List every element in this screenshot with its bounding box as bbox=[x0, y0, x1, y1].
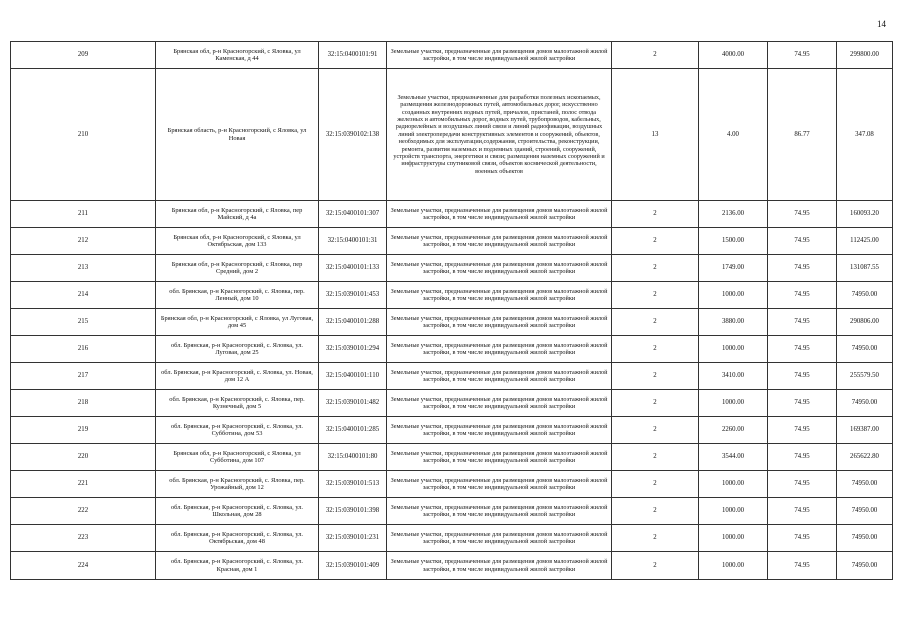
cadastral-value-cell: 265622.80 bbox=[837, 444, 893, 471]
cadastral-number-cell: 32:15:0390101:398 bbox=[319, 498, 387, 525]
table-row bbox=[11, 228, 893, 255]
table-row bbox=[11, 552, 893, 580]
table-row bbox=[11, 525, 893, 552]
table-body bbox=[11, 42, 893, 580]
table-row bbox=[11, 363, 893, 390]
cadastral-number-cell: 32:15:0390101:231 bbox=[319, 525, 387, 552]
land-use-cell: Земельные участки, предназначенные для размещения домов малоэтажной жилой застройки, в том числе индивидуальной жилой застройки bbox=[387, 255, 612, 282]
table-row bbox=[11, 309, 893, 336]
category-code-cell: 2 bbox=[612, 201, 699, 228]
cadastral-value-cell: 131087.55 bbox=[837, 255, 893, 282]
cadastral-number-cell: 32:15:0400101:80 bbox=[319, 444, 387, 471]
rate-cell: 74.95 bbox=[768, 363, 837, 390]
row-number-cell: 214 bbox=[11, 282, 156, 309]
address-cell: обл. Брянская, р-н Красногорский, с. Яловка, ул. Новая, дом 12 А bbox=[156, 363, 319, 390]
land-use-cell: Земельные участки, предназначенные для размещения домов малоэтажной жилой застройки, в том числе индивидуальной жилой застройки bbox=[387, 42, 612, 69]
row-number-cell: 216 bbox=[11, 336, 156, 363]
rate-cell: 86.77 bbox=[768, 69, 837, 201]
land-use-cell: Земельные участки, предназначенные для разработки полезных ископаемых, размещения железнодорожных путей, автомобильных дорог, искусственно созданных внутренних водных путей, причалов, пристаней, полос отвода железных и автомобильных дорог, водных путей, трубопроводов, кабельных, радиорелейных и воздушных линий связи и линий радиофикации, воздушных линий электропередачи конструктивных элементов и сооружений, объектов, необходимых для эксплуатации,содержания, строительства, реконструкции, ремонта, развития наземных и подземных зданий, строений, сооружений, устройств транспорта, энергетики и связи; размещения наземных сооружений и инфраструктуры спутниковой связи, объектов космической деятельности, военных объектов bbox=[387, 69, 612, 201]
cadastral-number-cell: 32:15:0400101:91 bbox=[319, 42, 387, 69]
address-cell: Брянская обл, р-н Красногорский, с Яловка, ул Луговая, дом 45 bbox=[156, 309, 319, 336]
rate-cell: 74.95 bbox=[768, 390, 837, 417]
rate-cell: 74.95 bbox=[768, 228, 837, 255]
row-number-cell: 211 bbox=[11, 201, 156, 228]
category-code-cell: 2 bbox=[612, 498, 699, 525]
cadastral-number-cell: 32:15:0400101:110 bbox=[319, 363, 387, 390]
area-cell: 3880.00 bbox=[699, 309, 768, 336]
cadastral-number-cell: 32:15:0390101:513 bbox=[319, 471, 387, 498]
category-code-cell: 13 bbox=[612, 69, 699, 201]
land-plots-table bbox=[10, 41, 893, 580]
land-use-cell: Земельные участки, предназначенные для размещения домов малоэтажной жилой застройки, в том числе индивидуальной жилой застройки bbox=[387, 390, 612, 417]
address-cell: обл. Брянская, р-н Красногорский, с. Яловка, ул. Октябрьская, дом 48 bbox=[156, 525, 319, 552]
address-cell: Брянская обл, р-н Красногорский, с Яловка, пер Майский, д 4а bbox=[156, 201, 319, 228]
page-number: 14 bbox=[877, 19, 886, 29]
cadastral-value-cell: 160093.20 bbox=[837, 201, 893, 228]
rate-cell: 74.95 bbox=[768, 255, 837, 282]
rate-cell: 74.95 bbox=[768, 336, 837, 363]
land-use-cell: Земельные участки, предназначенные для размещения домов малоэтажной жилой застройки, в том числе индивидуальной жилой застройки bbox=[387, 228, 612, 255]
row-number-cell: 209 bbox=[11, 42, 156, 69]
row-number-cell: 223 bbox=[11, 525, 156, 552]
category-code-cell: 2 bbox=[612, 552, 699, 580]
row-number-cell: 224 bbox=[11, 552, 156, 580]
cadastral-number-cell: 32:15:0400101:133 bbox=[319, 255, 387, 282]
category-code-cell: 2 bbox=[612, 336, 699, 363]
category-code-cell: 2 bbox=[612, 42, 699, 69]
address-cell: обл. Брянская, р-н Красногорский, с. Яловка, ул. Субботина, дом 53 bbox=[156, 417, 319, 444]
area-cell: 1000.00 bbox=[699, 390, 768, 417]
rate-cell: 74.95 bbox=[768, 309, 837, 336]
address-cell: Брянская обл, р-н Красногорский, с Яловка, ул Каменская, д 44 bbox=[156, 42, 319, 69]
area-cell: 4.00 bbox=[699, 69, 768, 201]
rate-cell: 74.95 bbox=[768, 552, 837, 580]
cadastral-value-cell: 74950.00 bbox=[837, 390, 893, 417]
area-cell: 1000.00 bbox=[699, 525, 768, 552]
land-use-cell: Земельные участки, предназначенные для размещения домов малоэтажной жилой застройки, в том числе индивидуальной жилой застройки bbox=[387, 417, 612, 444]
rate-cell: 74.95 bbox=[768, 525, 837, 552]
address-cell: Брянская обл, р-н Красногорский, с Яловка, ул Субботина, дом 107 bbox=[156, 444, 319, 471]
table-row bbox=[11, 444, 893, 471]
table-row bbox=[11, 42, 893, 69]
cadastral-value-cell: 112425.00 bbox=[837, 228, 893, 255]
area-cell: 1749.00 bbox=[699, 255, 768, 282]
area-cell: 1000.00 bbox=[699, 498, 768, 525]
cadastral-number-cell: 32:15:0390101:294 bbox=[319, 336, 387, 363]
land-use-cell: Земельные участки, предназначенные для размещения домов малоэтажной жилой застройки, в том числе индивидуальной жилой застройки bbox=[387, 201, 612, 228]
cadastral-value-cell: 74950.00 bbox=[837, 282, 893, 309]
area-cell: 2136.00 bbox=[699, 201, 768, 228]
cadastral-number-cell: 32:15:0390101:409 bbox=[319, 552, 387, 580]
category-code-cell: 2 bbox=[612, 471, 699, 498]
address-cell: обл. Брянская, р-н Красногорский, с. Яловка, пер. Ленный, дом 10 bbox=[156, 282, 319, 309]
rate-cell: 74.95 bbox=[768, 417, 837, 444]
cadastral-value-cell: 255579.50 bbox=[837, 363, 893, 390]
category-code-cell: 2 bbox=[612, 390, 699, 417]
category-code-cell: 2 bbox=[612, 363, 699, 390]
cadastral-value-cell: 169387.00 bbox=[837, 417, 893, 444]
rate-cell: 74.95 bbox=[768, 42, 837, 69]
row-number-cell: 212 bbox=[11, 228, 156, 255]
category-code-cell: 2 bbox=[612, 282, 699, 309]
row-number-cell: 210 bbox=[11, 69, 156, 201]
area-cell: 1000.00 bbox=[699, 471, 768, 498]
land-use-cell: Земельные участки, предназначенные для размещения домов малоэтажной жилой застройки, в том числе индивидуальной жилой застройки bbox=[387, 282, 612, 309]
land-use-cell: Земельные участки, предназначенные для размещения домов малоэтажной жилой застройки, в том числе индивидуальной жилой застройки bbox=[387, 336, 612, 363]
area-cell: 2260.00 bbox=[699, 417, 768, 444]
address-cell: обл. Брянская, р-н Красногорский, с. Яловка, ул. Красная, дом 1 bbox=[156, 552, 319, 580]
cadastral-value-cell: 299800.00 bbox=[837, 42, 893, 69]
address-cell: Брянская обл, р-н Красногорский, с Яловка, ул Октябрьская, дом 133 bbox=[156, 228, 319, 255]
land-use-cell: Земельные участки, предназначенные для размещения домов малоэтажной жилой застройки, в том числе индивидуальной жилой застройки bbox=[387, 363, 612, 390]
row-number-cell: 221 bbox=[11, 471, 156, 498]
cadastral-value-cell: 74950.00 bbox=[837, 525, 893, 552]
cadastral-value-cell: 290806.00 bbox=[837, 309, 893, 336]
address-cell: Брянская область, р-н Красногорский, с Яловка, ул Новая bbox=[156, 69, 319, 201]
cadastral-value-cell: 74950.00 bbox=[837, 336, 893, 363]
cadastral-number-cell: 32:15:0390101:482 bbox=[319, 390, 387, 417]
land-use-cell: Земельные участки, предназначенные для размещения домов малоэтажной жилой застройки, в том числе индивидуальной жилой застройки bbox=[387, 444, 612, 471]
land-use-cell: Земельные участки, предназначенные для размещения домов малоэтажной жилой застройки, в том числе индивидуальной жилой застройки bbox=[387, 525, 612, 552]
area-cell: 1500.00 bbox=[699, 228, 768, 255]
cadastral-value-cell: 74950.00 bbox=[837, 498, 893, 525]
category-code-cell: 2 bbox=[612, 444, 699, 471]
rate-cell: 74.95 bbox=[768, 444, 837, 471]
table-row bbox=[11, 336, 893, 363]
table-row bbox=[11, 282, 893, 309]
area-cell: 1000.00 bbox=[699, 552, 768, 580]
cadastral-number-cell: 32:15:0400101:288 bbox=[319, 309, 387, 336]
address-cell: обл. Брянская, р-н Красногорский, с. Яловка, ул. Луговая, дом 25 bbox=[156, 336, 319, 363]
cadastral-value-cell: 74950.00 bbox=[837, 471, 893, 498]
cadastral-number-cell: 32:15:0390102:138 bbox=[319, 69, 387, 201]
rate-cell: 74.95 bbox=[768, 201, 837, 228]
row-number-cell: 215 bbox=[11, 309, 156, 336]
row-number-cell: 219 bbox=[11, 417, 156, 444]
rate-cell: 74.95 bbox=[768, 498, 837, 525]
table-row bbox=[11, 255, 893, 282]
area-cell: 1000.00 bbox=[699, 282, 768, 309]
area-cell: 3410.00 bbox=[699, 363, 768, 390]
cadastral-number-cell: 32:15:0400101:307 bbox=[319, 201, 387, 228]
table-row bbox=[11, 498, 893, 525]
category-code-cell: 2 bbox=[612, 525, 699, 552]
rate-cell: 74.95 bbox=[768, 471, 837, 498]
category-code-cell: 2 bbox=[612, 417, 699, 444]
category-code-cell: 2 bbox=[612, 228, 699, 255]
cadastral-number-cell: 32:15:0400101:31 bbox=[319, 228, 387, 255]
land-use-cell: Земельные участки, предназначенные для размещения домов малоэтажной жилой застройки, в том числе индивидуальной жилой застройки bbox=[387, 552, 612, 580]
cadastral-value-cell: 74950.00 bbox=[837, 552, 893, 580]
table-row bbox=[11, 69, 893, 201]
category-code-cell: 2 bbox=[612, 255, 699, 282]
land-use-cell: Земельные участки, предназначенные для размещения домов малоэтажной жилой застройки, в том числе индивидуальной жилой застройки bbox=[387, 498, 612, 525]
table-row bbox=[11, 201, 893, 228]
address-cell: Брянская обл, р-н Красногорский, с Яловка, пер Средний, дом 2 bbox=[156, 255, 319, 282]
table-row bbox=[11, 390, 893, 417]
area-cell: 4000.00 bbox=[699, 42, 768, 69]
land-use-cell: Земельные участки, предназначенные для размещения домов малоэтажной жилой застройки, в том числе индивидуальной жилой застройки bbox=[387, 471, 612, 498]
cadastral-number-cell: 32:15:0400101:285 bbox=[319, 417, 387, 444]
address-cell: обл. Брянская, р-н Красногорский, с. Яловка, пер. Урожайный, дом 12 bbox=[156, 471, 319, 498]
cadastral-value-cell: 347.08 bbox=[837, 69, 893, 201]
table-row bbox=[11, 417, 893, 444]
row-number-cell: 218 bbox=[11, 390, 156, 417]
cadastral-number-cell: 32:15:0390101:453 bbox=[319, 282, 387, 309]
row-number-cell: 222 bbox=[11, 498, 156, 525]
address-cell: обл. Брянская, р-н Красногорский, с. Яловка, ул. Школьная, дом 28 bbox=[156, 498, 319, 525]
address-cell: обл. Брянская, р-н Красногорский, с. Яловка, пер. Кузнечный, дом 5 bbox=[156, 390, 319, 417]
rate-cell: 74.95 bbox=[768, 282, 837, 309]
area-cell: 3544.00 bbox=[699, 444, 768, 471]
land-use-cell: Земельные участки, предназначенные для размещения домов малоэтажной жилой застройки, в том числе индивидуальной жилой застройки bbox=[387, 309, 612, 336]
row-number-cell: 217 bbox=[11, 363, 156, 390]
category-code-cell: 2 bbox=[612, 309, 699, 336]
row-number-cell: 220 bbox=[11, 444, 156, 471]
row-number-cell: 213 bbox=[11, 255, 156, 282]
area-cell: 1000.00 bbox=[699, 336, 768, 363]
table-row bbox=[11, 471, 893, 498]
